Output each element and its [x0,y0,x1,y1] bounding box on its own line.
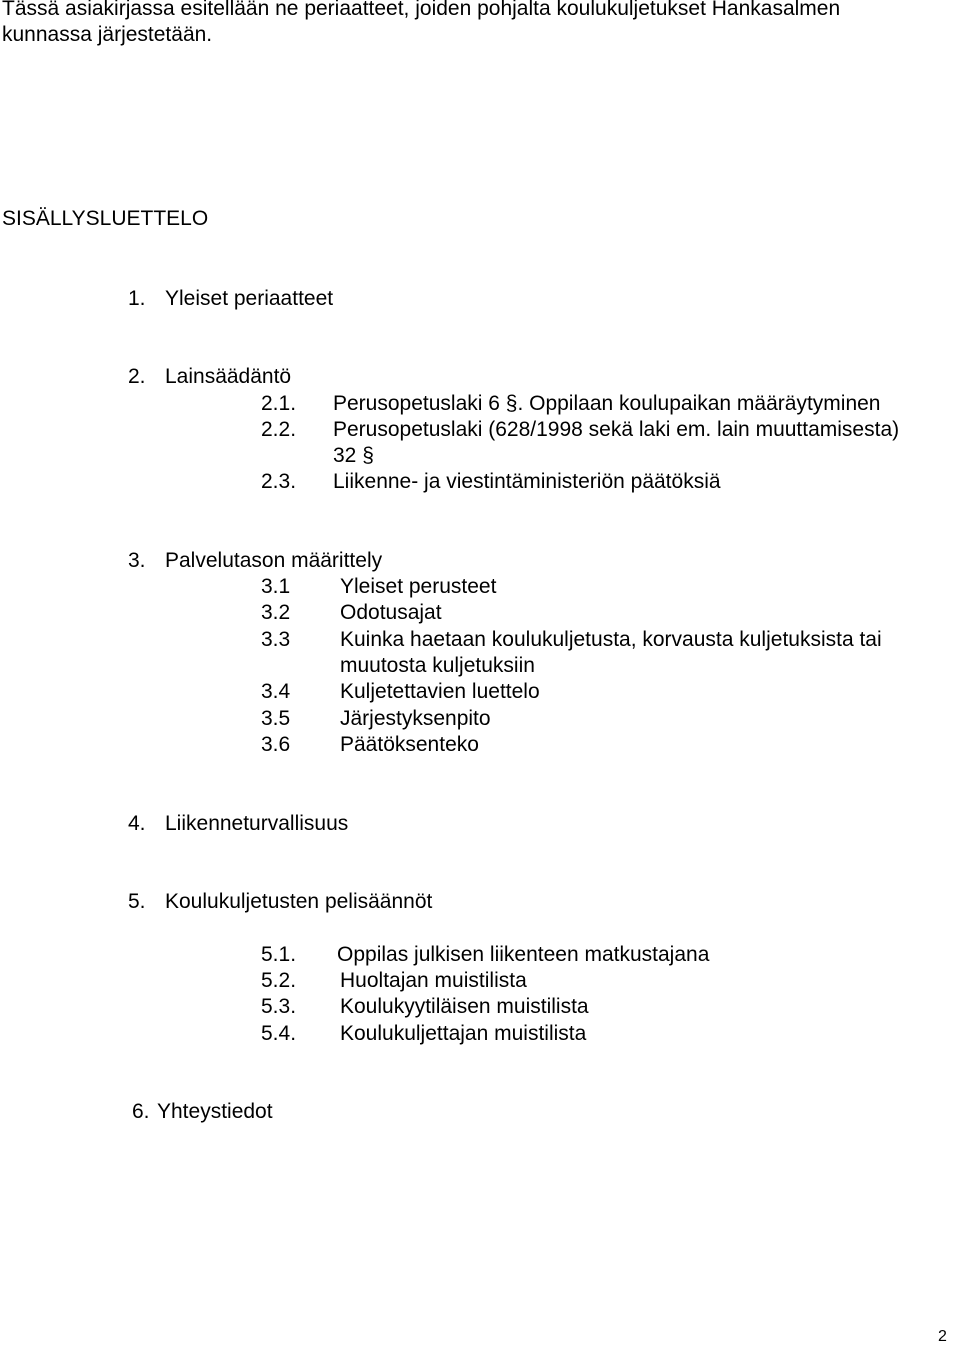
toc-section-6-label: Yhteystiedot [157,1100,273,1123]
toc-section-3-label: Palvelutason määrittely [165,549,383,572]
toc-item-5-1-label: Oppilas julkisen liikenteen matkustajana [337,943,710,966]
toc-item-2-1-number: 2.1. [261,392,297,415]
toc-item-3-4-label: Kuljetettavien luettelo [340,680,540,703]
toc-item-5-2-label: Huoltajan muistilista [340,969,527,992]
toc-item-3-6-label: Päätöksenteko [340,733,479,756]
toc-item-3-5-label: Järjestyksenpito [340,707,491,730]
toc-item-5-4-number: 5.4. [261,1022,297,1045]
toc-item-5-3-number: 5.3. [261,995,297,1018]
toc-section-5-label: Koulukuljetusten pelisäännöt [165,890,433,913]
toc-item-3-4-number: 3.4 [261,680,291,703]
toc-section-6-number: 6. [132,1100,150,1123]
toc-item-2-2-number: 2.2. [261,418,297,441]
intro-line-1: Tässä asiakirjassa esitellään ne periaatteet, joiden pohjalta koulukuljetukset Hankasalmen [2,0,841,20]
toc-item-5-2-number: 5.2. [261,969,297,992]
toc-item-3-3-number: 3.3 [261,628,291,651]
toc-item-2-3-label: Liikenne- ja viestintäministeriön päätöksiä [333,470,721,493]
page-number: 2 [938,1328,947,1345]
toc-item-3-1-label: Yleiset perusteet [340,575,497,598]
toc-section-2-label: Lainsäädäntö [165,365,292,388]
toc-section-3-number: 3. [128,549,146,572]
toc-item-3-2-label: Odotusajat [340,601,442,624]
toc-item-5-4-label: Koulukuljettajan muistilista [340,1022,587,1045]
toc-section-5-number: 5. [128,890,146,913]
toc-item-3-3-label-continued: muutosta kuljetuksiin [340,654,535,677]
toc-item-3-3-label: Kuinka haetaan koulukuljetusta, korvausta kuljetuksista tai [340,628,882,651]
toc-section-4-number: 4. [128,812,146,835]
toc-section-1-number: 1. [128,287,146,310]
toc-item-3-6-number: 3.6 [261,733,291,756]
toc-item-5-3-label: Koulukyytiläisen muistilista [340,995,589,1018]
intro-line-2: kunnassa järjestetään. [2,23,213,46]
toc-item-3-1-number: 3.1 [261,575,291,598]
toc-heading: SISÄLLYSLUETTELO [2,207,209,230]
toc-item-3-2-number: 3.2 [261,601,291,624]
toc-section-2-number: 2. [128,365,146,388]
toc-item-2-1-label: Perusopetuslaki 6 §. Oppilaan koulupaikan määräytyminen [333,392,881,415]
toc-item-5-1-number: 5.1. [261,943,297,966]
toc-item-2-2-label: Perusopetuslaki (628/1998 sekä laki em. lain muuttamisesta) [333,418,900,441]
toc-item-2-2-label-continued: 32 § [333,444,374,467]
toc-item-3-5-number: 3.5 [261,707,291,730]
toc-item-2-3-number: 2.3. [261,470,297,493]
toc-section-1-label: Yleiset periaatteet [165,287,334,310]
toc-section-4-label: Liikenneturvallisuus [165,812,349,835]
